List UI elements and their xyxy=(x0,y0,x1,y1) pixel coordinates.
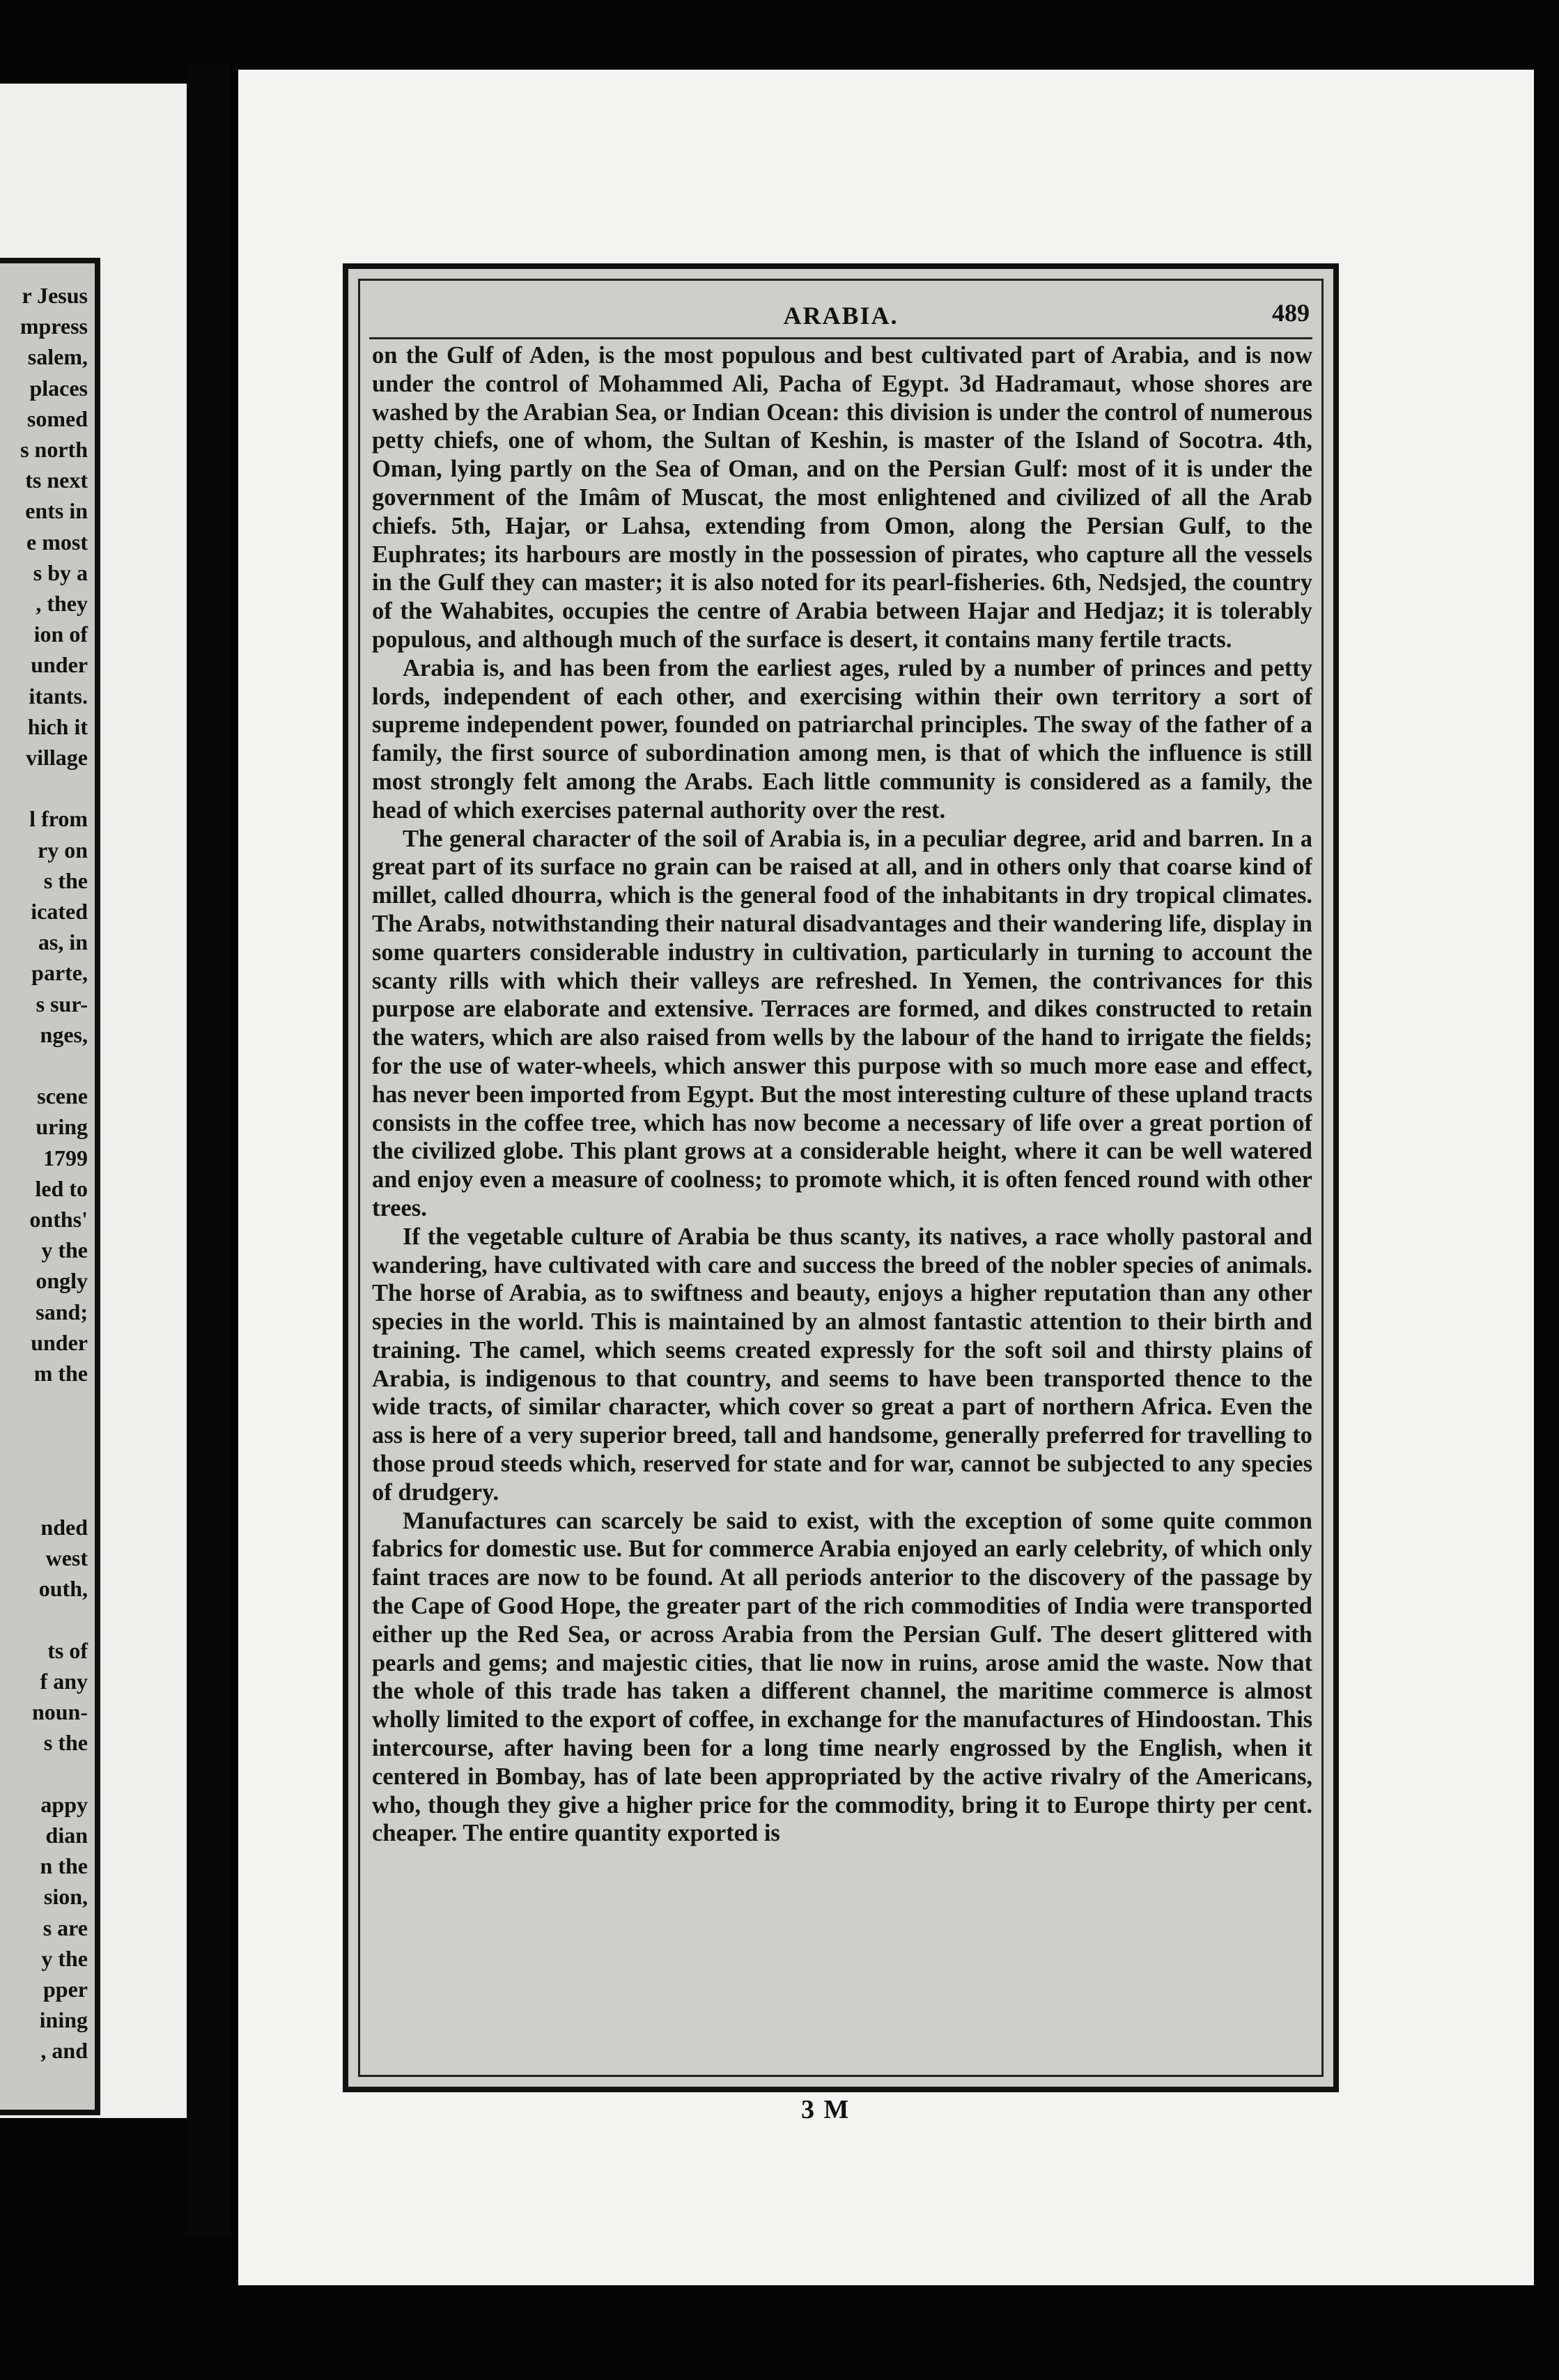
left-page-line-fragment: , they xyxy=(36,591,88,616)
printer-signature: 3 M xyxy=(801,2095,851,2124)
left-page-line-fragment: led to xyxy=(35,1175,88,1201)
left-page-line-fragment: ry on xyxy=(38,837,88,863)
left-page-line-fragment: ongly xyxy=(36,1268,88,1294)
left-page-line-fragment: ion of xyxy=(33,621,88,647)
paragraph: Arabia is, and has been from the earliest ages, ruled by a number of princes and petty lords, independent of each other, and exercising within their own territory a sort of supreme independent power, founded on patriarchal principles. The sway of the father of a family, the first source of subordination among men, is that of which the influence is still most strongly felt among the Arabs. Each little community is considered as a family, the head of which exercises paternal authority over the rest. xyxy=(372,654,1312,824)
left-page-line-fragment: s sur- xyxy=(36,991,88,1017)
left-page-line-fragment: mpress xyxy=(20,314,88,339)
left-page-line-fragment: as, in xyxy=(38,929,88,955)
left-page-line-fragment: hich it xyxy=(27,713,88,739)
running-head: ARABIA. xyxy=(783,302,899,330)
paragraph: Manufactures can scarcely be said to exist, with the exception of some quite common fabrics for domestic use. But for commerce Arabia enjoyed an early celebrity, of which only faint traces are now to be found. At all periods anterior to the discovery of the passage by the Cape of Good Hope, the greater part of the rich commodities of India were transported either up the Red Sea, or across Arabia from the Persian Gulf. The desert glittered with pearls and gems; and majestic cities, that lie now in ruins, arose amid the waste. Now that the whole of this trade has taken a different channel, the maritime commerce is almost wholly limited to the export of coffee, in exchange for the manufactures of Hindoostan. This intercourse, after having been for a long time nearly engrossed by the English, when it centered in Bombay, has of late been appropriated by the active rivalry of the Americans, who, though they give a higher price for the commodity, bring it to Europe thirty per cent. cheaper. The entire quantity exported is xyxy=(372,1507,1312,1847)
left-page-line-fragment: itants. xyxy=(29,683,88,709)
left-page-line-fragment: nges, xyxy=(40,1021,88,1047)
left-page-line-fragment: s north xyxy=(20,437,88,462)
left-page-line-fragment: under xyxy=(31,1329,88,1355)
left-page-line-fragment: e most xyxy=(26,529,88,555)
left-page-line-fragment: dian xyxy=(45,1823,88,1848)
paragraph: If the vegetable culture of Arabia be thus scanty, its natives, a race wholly pastoral and wandering, have cultivated with care and success the breed of the nobler species of animals. The horse of Arabia, as to swiftness and beauty, enjoys a higher reputation than any other species in the world. This is maintained by an almost fantastic attention to their birth and training. The camel, which seems created expressly for the soft soil and thirsty plains of Arabia, is indigenous to that country, and seems to have been transported thence to the wide tracts, of similar character, which cover so great a part of northern Africa. Even the ass is here of a very superior breed, tall and handsome, generally preferred for travelling to those proud steeds which, reserved for state and for war, cannot be subjected to any species of drudgery. xyxy=(372,1223,1312,1506)
left-page-line-fragment: ts next xyxy=(25,468,88,493)
left-page-line-fragment: y the xyxy=(41,1237,88,1263)
left-page-line-fragment: noun- xyxy=(31,1699,88,1725)
header-rule xyxy=(369,337,1312,339)
left-page-line-fragment: ents in xyxy=(25,498,88,524)
left-page-line-fragment: y the xyxy=(41,1945,88,1971)
left-page-line-fragment: s the xyxy=(43,1730,88,1756)
left-page-line-fragment: under xyxy=(31,652,88,678)
left-page-line-fragment: outh, xyxy=(38,1576,88,1602)
left-page-line-fragment: f any xyxy=(40,1669,88,1694)
left-page-line-fragment: sand; xyxy=(36,1299,88,1324)
left-page-line-fragment: sion, xyxy=(43,1884,88,1910)
body-text xyxy=(372,341,1312,2063)
left-page-line-fragment: scene xyxy=(37,1083,88,1109)
left-page-line-fragment: somed xyxy=(26,405,88,431)
paragraph: The general character of the soil of Arabia is, in a peculiar degree, arid and barren. In a great part of its surface no grain can be raised at all, and in others only that coarse kind of millet, called dhourra, which is the general food of the inhabitants in dry tropical climates. The Arabs, notwithstanding their natural disadvantages and their wandering life, display in some quarters considerable industry in cultivation, particularly in turning to account the scanty rills with which their valleys are refreshed. In Yemen, the contrivances for this purpose are elaborate and extensive. Terraces are formed, and dikes constructed to retain the waters, which are also raised from wells by the labour of the hand to irrigate the fields; for the use of water-wheels, which answer this purpose with so much more ease and effect, has never been imported from Egypt. But the most interesting culture of these upland tracts consists in the coffee tree, which has now become a necessary of life over a great portion of the civilized globe. This plant grows at a considerable height, where it can be well watered and enjoy even a measure of coolness; to promote which, it is often fenced round with other trees. xyxy=(372,825,1312,1221)
left-page-line-fragment: 1799 xyxy=(43,1145,88,1170)
left-page-line-fragment: s are xyxy=(42,1915,88,1940)
left-page-line-fragment: ts of xyxy=(47,1637,88,1663)
left-page-line-fragment: salem, xyxy=(27,344,88,370)
left-page-line-fragment: r Jesus xyxy=(22,283,88,308)
left-page-line-fragment: parte, xyxy=(31,960,88,986)
left-page-line-fragment: ining xyxy=(39,2007,88,2033)
left-page-text-column xyxy=(0,258,100,2115)
left-page-line-fragment: village xyxy=(26,745,88,770)
page-number: 489 xyxy=(1272,299,1310,327)
left-page-line-fragment: s by a xyxy=(33,559,88,585)
page-header xyxy=(365,301,1317,336)
left-page-line-fragment: onths' xyxy=(29,1207,88,1232)
left-page-line-fragment: n the xyxy=(40,1853,88,1879)
left-page-line-fragment: s the xyxy=(43,867,88,893)
book-spine xyxy=(187,63,230,2236)
left-page-line-fragment: west xyxy=(45,1545,88,1571)
left-page-line-fragment: , and xyxy=(40,2038,88,2064)
paragraph: on the Gulf of Aden, is the most populous and best cultivated part of Arabia, and is now under the control of Mohammed Ali, Pacha of Egypt. 3d Hadramaut, whose shores are washed by the Arabian Sea, or Indian Ocean: this division is under the control of numerous petty chiefs, one of whom, the Sultan of Keshin, is master of the Island of Socotra. 4th, Oman, lying partly on the Sea of Oman, and on the Persian Gulf: most of it is under the government of the Imâm of Muscat, the most enlightened and civilized of all the Arab chiefs. 5th, Hajar, or Lahsa, extending from Omon, along the Persian Gulf, to the Euphrates; its harbours are mostly in the possession of pirates, who capture all the vessels in the Gulf they can master; it is also noted for its pearl-fisheries. 6th, Nedsjed, the country of the Wahabites, occupies the centre of Arabia between Hajar and Hedjaz; it is tolerably populous, and although much of the surface is desert, it contains many fertile tracts. xyxy=(372,342,1312,653)
left-page-line-fragment: appy xyxy=(40,1791,88,1817)
left-page-line-fragment: l from xyxy=(29,806,88,832)
page-border-frame xyxy=(343,263,1339,2092)
left-page-line-fragment: pper xyxy=(43,1977,88,2002)
left-page-line-fragment: places xyxy=(29,375,88,401)
left-page-line-fragment: uring xyxy=(36,1114,88,1140)
left-page-line-fragment: m the xyxy=(33,1361,88,1386)
left-page-line-fragment: nded xyxy=(40,1515,88,1540)
left-page-line-fragment: icated xyxy=(31,899,88,924)
